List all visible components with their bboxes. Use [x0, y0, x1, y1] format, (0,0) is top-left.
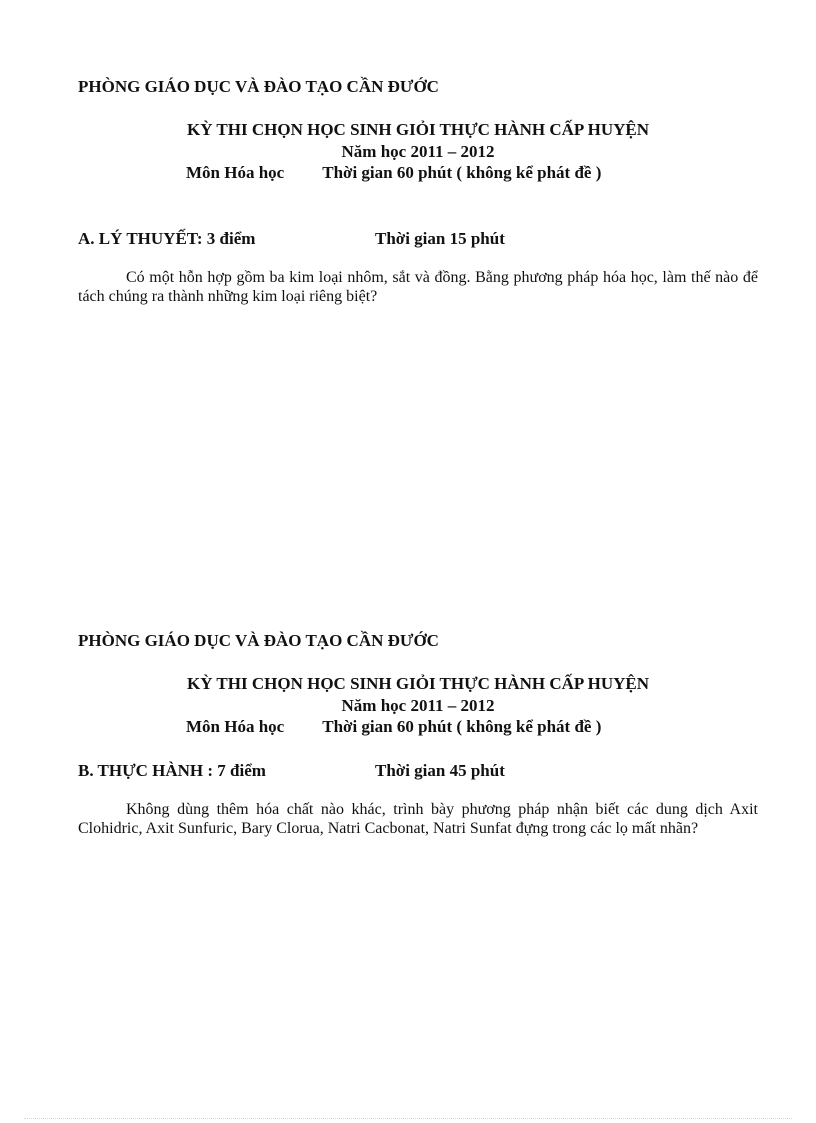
part-label: B. THỰC HÀNH : 7 điểm	[78, 761, 266, 780]
part-time: Thời gian 45 phút	[375, 761, 505, 780]
school-year: Năm học 2011 – 2012	[341, 142, 495, 161]
exam-title: KỲ THI CHỌN HỌC SINH GIỎI THỰC HÀNH CẤP HUYỆN	[186, 120, 650, 139]
exam-title: KỲ THI CHỌN HỌC SINH GIỎI THỰC HÀNH CẤP HUYỆN	[186, 674, 650, 693]
subject-line	[186, 163, 601, 183]
subject-name: Môn Hóa học	[186, 717, 285, 736]
department-heading: PHÒNG GIÁO DỤC VÀ ĐÀO TẠO CẦN ĐƯỚC	[78, 77, 439, 96]
subject-name: Môn Hóa học	[186, 163, 285, 182]
total-time: Thời gian 60 phút ( không kể phát đề )	[322, 163, 602, 182]
part-time: Thời gian 15 phút	[375, 229, 505, 248]
page-bottom-divider	[24, 1118, 792, 1119]
total-time: Thời gian 60 phút ( không kể phát đề )	[322, 717, 602, 736]
school-year: Năm học 2011 – 2012	[341, 696, 495, 715]
question-text: Không dùng thêm hóa chất nào khác, trình bày phương pháp nhận biết các dung dịch Axit Clohidric, Axit Sunfuric, Bary Clorua, Natri Cacbonat, Natri Sunfat đựng trong các lọ mất nhãn?	[78, 801, 758, 837]
part-label: A. LÝ THUYẾT: 3 điểm	[78, 229, 256, 248]
subject-line	[186, 717, 601, 737]
department-heading: PHÒNG GIÁO DỤC VÀ ĐÀO TẠO CẦN ĐƯỚC	[78, 631, 439, 650]
question-text: Có một hỗn hợp gồm ba kim loại nhôm, sắt và đồng. Bằng phương pháp hóa học, làm thế nào để tách chúng ra thành những kim loại riêng biệt?	[78, 269, 758, 305]
